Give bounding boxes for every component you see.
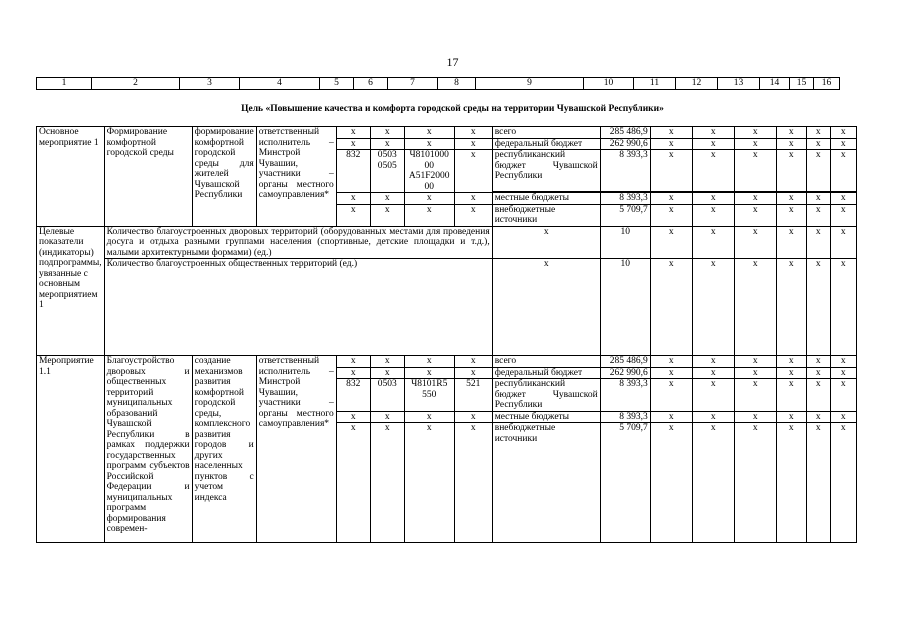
cell-x: x — [404, 204, 454, 226]
funding-source: местные бюджеты — [492, 411, 600, 423]
cell-x: x — [650, 259, 692, 356]
cell-x: x — [650, 138, 692, 150]
indicator-value: 10 — [600, 259, 650, 356]
cell-x: x — [776, 204, 806, 226]
cell-x: x — [734, 367, 776, 379]
cell-x: x — [734, 193, 776, 205]
code-ministry: 832 — [336, 379, 370, 412]
cell-x: x — [492, 226, 600, 259]
cell-x: x — [734, 127, 776, 139]
measure-title: Формирование комфортной городской среды — [104, 127, 192, 227]
cell-x: x — [830, 204, 856, 226]
cell-x: x — [692, 138, 734, 150]
cell-x: x — [806, 259, 830, 356]
cell-x: x — [692, 226, 734, 259]
cell-x: x — [336, 367, 370, 379]
funding-amount: 8 393,3 — [600, 411, 650, 423]
cell-x: x — [734, 150, 776, 192]
cell-x: x — [454, 204, 492, 226]
cell-x: x — [650, 127, 692, 139]
cell-x: x — [454, 193, 492, 205]
column-number: 7 — [388, 78, 438, 90]
measure-task: создание механизмов развития комфортной городской среды, комплексного развития городов и других населенных пунктов с учетом индекса — [192, 356, 256, 543]
page-number: 17 — [446, 55, 459, 69]
funding-amount: 262 990,6 — [600, 367, 650, 379]
indicator-row — [37, 259, 857, 356]
code-section: 0503 — [370, 379, 404, 412]
cell-x: x — [776, 367, 806, 379]
funding-amount: 8 393,3 — [600, 150, 650, 192]
column-number: 1 — [37, 78, 92, 90]
cell-x: x — [734, 423, 776, 543]
table-row — [37, 127, 857, 139]
column-number: 12 — [676, 78, 718, 90]
cell-x: x — [734, 356, 776, 368]
cell-x: x — [830, 356, 856, 368]
code-target: Ч8101000 00 А51F2000 00 — [404, 150, 454, 193]
cell-x: x — [806, 138, 830, 150]
cell-x: x — [650, 226, 692, 259]
cell-x: x — [650, 193, 692, 205]
funding-source: всего — [492, 127, 600, 139]
funding-amount: 5 709,7 — [600, 423, 650, 543]
cell-x: x — [776, 379, 806, 412]
column-number-row — [36, 77, 840, 90]
funding-source: федеральный бюджет — [492, 367, 600, 379]
cell-x: x — [734, 259, 776, 356]
column-number: 9 — [476, 78, 584, 90]
cell-x: x — [806, 356, 830, 368]
cell-x: x — [776, 423, 806, 543]
cell-x: x — [404, 367, 454, 379]
cell-x: x — [692, 193, 734, 205]
cell-x: x — [404, 193, 454, 205]
column-number: 4 — [240, 78, 320, 90]
cell-x: x — [692, 127, 734, 139]
cell-x: x — [370, 138, 404, 150]
cell-x: x — [830, 423, 856, 543]
cell-x: x — [734, 204, 776, 226]
cell-x: x — [692, 379, 734, 412]
cell-x: x — [776, 259, 806, 356]
cell-x: x — [734, 138, 776, 150]
cell-x: x — [404, 127, 454, 139]
code-ministry: 832 — [336, 150, 370, 193]
funding-amount: 8 393,3 — [600, 193, 650, 205]
cell-x: x — [692, 356, 734, 368]
cell-x: x — [830, 127, 856, 139]
cell-x: x — [370, 127, 404, 139]
column-number: 6 — [354, 78, 388, 90]
cell-x: x — [454, 138, 492, 150]
cell-x: x — [454, 127, 492, 139]
cell-x: x — [776, 127, 806, 139]
column-number: 15 — [790, 78, 814, 90]
funding-amount: 5 709,7 — [600, 204, 650, 226]
cell-x: x — [336, 411, 370, 423]
cell-x: x — [404, 423, 454, 543]
cell-x: x — [336, 127, 370, 139]
cell-x: x — [776, 226, 806, 259]
measure-name: Основное мероприятие 1 — [37, 127, 105, 227]
cell-x: x — [692, 204, 734, 226]
cell-x: x — [336, 423, 370, 543]
indicator-row — [37, 226, 857, 259]
funding-source: республиканский бюджет Чувашской Республики — [492, 379, 600, 412]
cell-x: x — [830, 379, 856, 412]
cell-x: x — [806, 226, 830, 259]
cell-x: x — [370, 423, 404, 543]
code-target: Ч8101R5 550 — [404, 379, 454, 412]
column-number: 3 — [180, 78, 240, 90]
goal-title: Цель «Повышение качества и комфорта городской среды на территории Чувашской Республики» — [241, 104, 664, 114]
program-table — [36, 126, 857, 543]
cell-x: x — [650, 367, 692, 379]
cell-x: x — [692, 259, 734, 356]
funding-source: федеральный бюджет — [492, 138, 600, 150]
indicator-text: Количество благоустроенных дворовых территорий (оборудованных местами для проведения досуга и отдыха разными группами населения (спортивные, детские площадки и т.д.), малыми архитектурными формами) (ед.) — [104, 226, 492, 259]
cell-x: x — [650, 411, 692, 423]
cell-x: x — [454, 356, 492, 368]
cell-x: x — [454, 411, 492, 423]
cell-x: x — [776, 356, 806, 368]
cell-x: x — [692, 367, 734, 379]
cell-x: x — [806, 367, 830, 379]
funding-amount: 285 486,9 — [600, 127, 650, 139]
cell-x: x — [830, 138, 856, 150]
cell-x: x — [336, 356, 370, 368]
measure-title: Благоустройство дворовых и общественных территорий муниципальных образований Чувашской Республики в рамках поддержки государственных программ субъектов Российской Федерации и муниципальных программ формирования современ- — [104, 356, 192, 543]
cell-x: x — [650, 204, 692, 226]
indicators-label: Целевые показатели (индикаторы) подпрограммы, увязанные с основным мероприятием 1 — [37, 226, 105, 356]
column-number: 16 — [814, 78, 840, 90]
cell-x: x — [336, 193, 370, 205]
cell-x: x — [336, 138, 370, 150]
cell-x: x — [830, 226, 856, 259]
cell-x: x — [370, 356, 404, 368]
cell-x: x — [492, 259, 600, 356]
cell-x: x — [370, 367, 404, 379]
cell-x: x — [806, 411, 830, 423]
cell-x: x — [776, 138, 806, 150]
column-number: 8 — [438, 78, 476, 90]
column-number: 2 — [92, 78, 180, 90]
cell-x: x — [830, 411, 856, 423]
funding-source: внебюджетные источники — [492, 423, 600, 543]
cell-x: x — [734, 411, 776, 423]
column-number: 14 — [760, 78, 790, 90]
funding-amount: 285 486,9 — [600, 356, 650, 368]
funding-amount: 262 990,6 — [600, 138, 650, 150]
measure-executor: ответственный исполнитель – Минстрой Чувашии, участники – органы местного самоуправления* — [256, 127, 336, 227]
cell-x: x — [806, 379, 830, 412]
column-number: 5 — [320, 78, 354, 90]
cell-x: x — [806, 204, 830, 226]
measure-name: Мероприятие 1.1 — [37, 356, 105, 543]
cell-x: x — [806, 150, 830, 192]
indicator-value: 10 — [600, 226, 650, 259]
cell-x: x — [336, 204, 370, 226]
code-expense-type: 521 — [454, 379, 492, 412]
cell-x: x — [830, 259, 856, 356]
cell-x: x — [404, 411, 454, 423]
cell-x: x — [370, 204, 404, 226]
cell-x: x — [650, 356, 692, 368]
cell-x: x — [830, 367, 856, 379]
cell-x: x — [734, 226, 776, 259]
funding-source: республиканский бюджет Чувашской Республики — [492, 150, 600, 192]
cell-x: x — [650, 379, 692, 412]
cell-x: x — [404, 356, 454, 368]
funding-source: всего — [492, 356, 600, 368]
funding-amount: 8 393,3 — [600, 379, 650, 412]
cell-x: x — [806, 127, 830, 139]
cell-x: x — [370, 411, 404, 423]
cell-x: x — [454, 367, 492, 379]
cell-x: x — [404, 138, 454, 150]
cell-x: x — [830, 150, 856, 192]
funding-source: внебюджетные источники — [492, 204, 600, 226]
cell-x: x — [734, 379, 776, 412]
funding-source: местные бюджеты — [492, 193, 600, 205]
code-section: 0503 0505 — [370, 150, 404, 193]
column-number: 11 — [634, 78, 676, 90]
cell-x: x — [454, 423, 492, 543]
measure-executor: ответственный исполнитель – Минстрой Чувашии, участники – органы местного самоуправления* — [256, 356, 336, 543]
cell-x: x — [806, 423, 830, 543]
cell-x: x — [776, 411, 806, 423]
cell-x: x — [692, 411, 734, 423]
measure-task: формирование комфортной городской среды для жителей Чувашской Республики — [192, 127, 256, 227]
column-number: 10 — [584, 78, 634, 90]
cell-x: x — [650, 150, 692, 192]
cell-x: x — [830, 193, 856, 205]
table-row — [37, 356, 857, 368]
cell-x: x — [692, 423, 734, 543]
cell-x: x — [650, 423, 692, 543]
cell-x: x — [806, 193, 830, 205]
cell-x: x — [370, 193, 404, 205]
cell-x: x — [776, 193, 806, 205]
indicator-text: Количество благоустроенных общественных территорий (ед.) — [104, 259, 492, 356]
cell-x: x — [692, 150, 734, 192]
column-number: 13 — [718, 78, 760, 90]
code-expense-type: х — [454, 150, 492, 193]
cell-x: x — [776, 150, 806, 192]
